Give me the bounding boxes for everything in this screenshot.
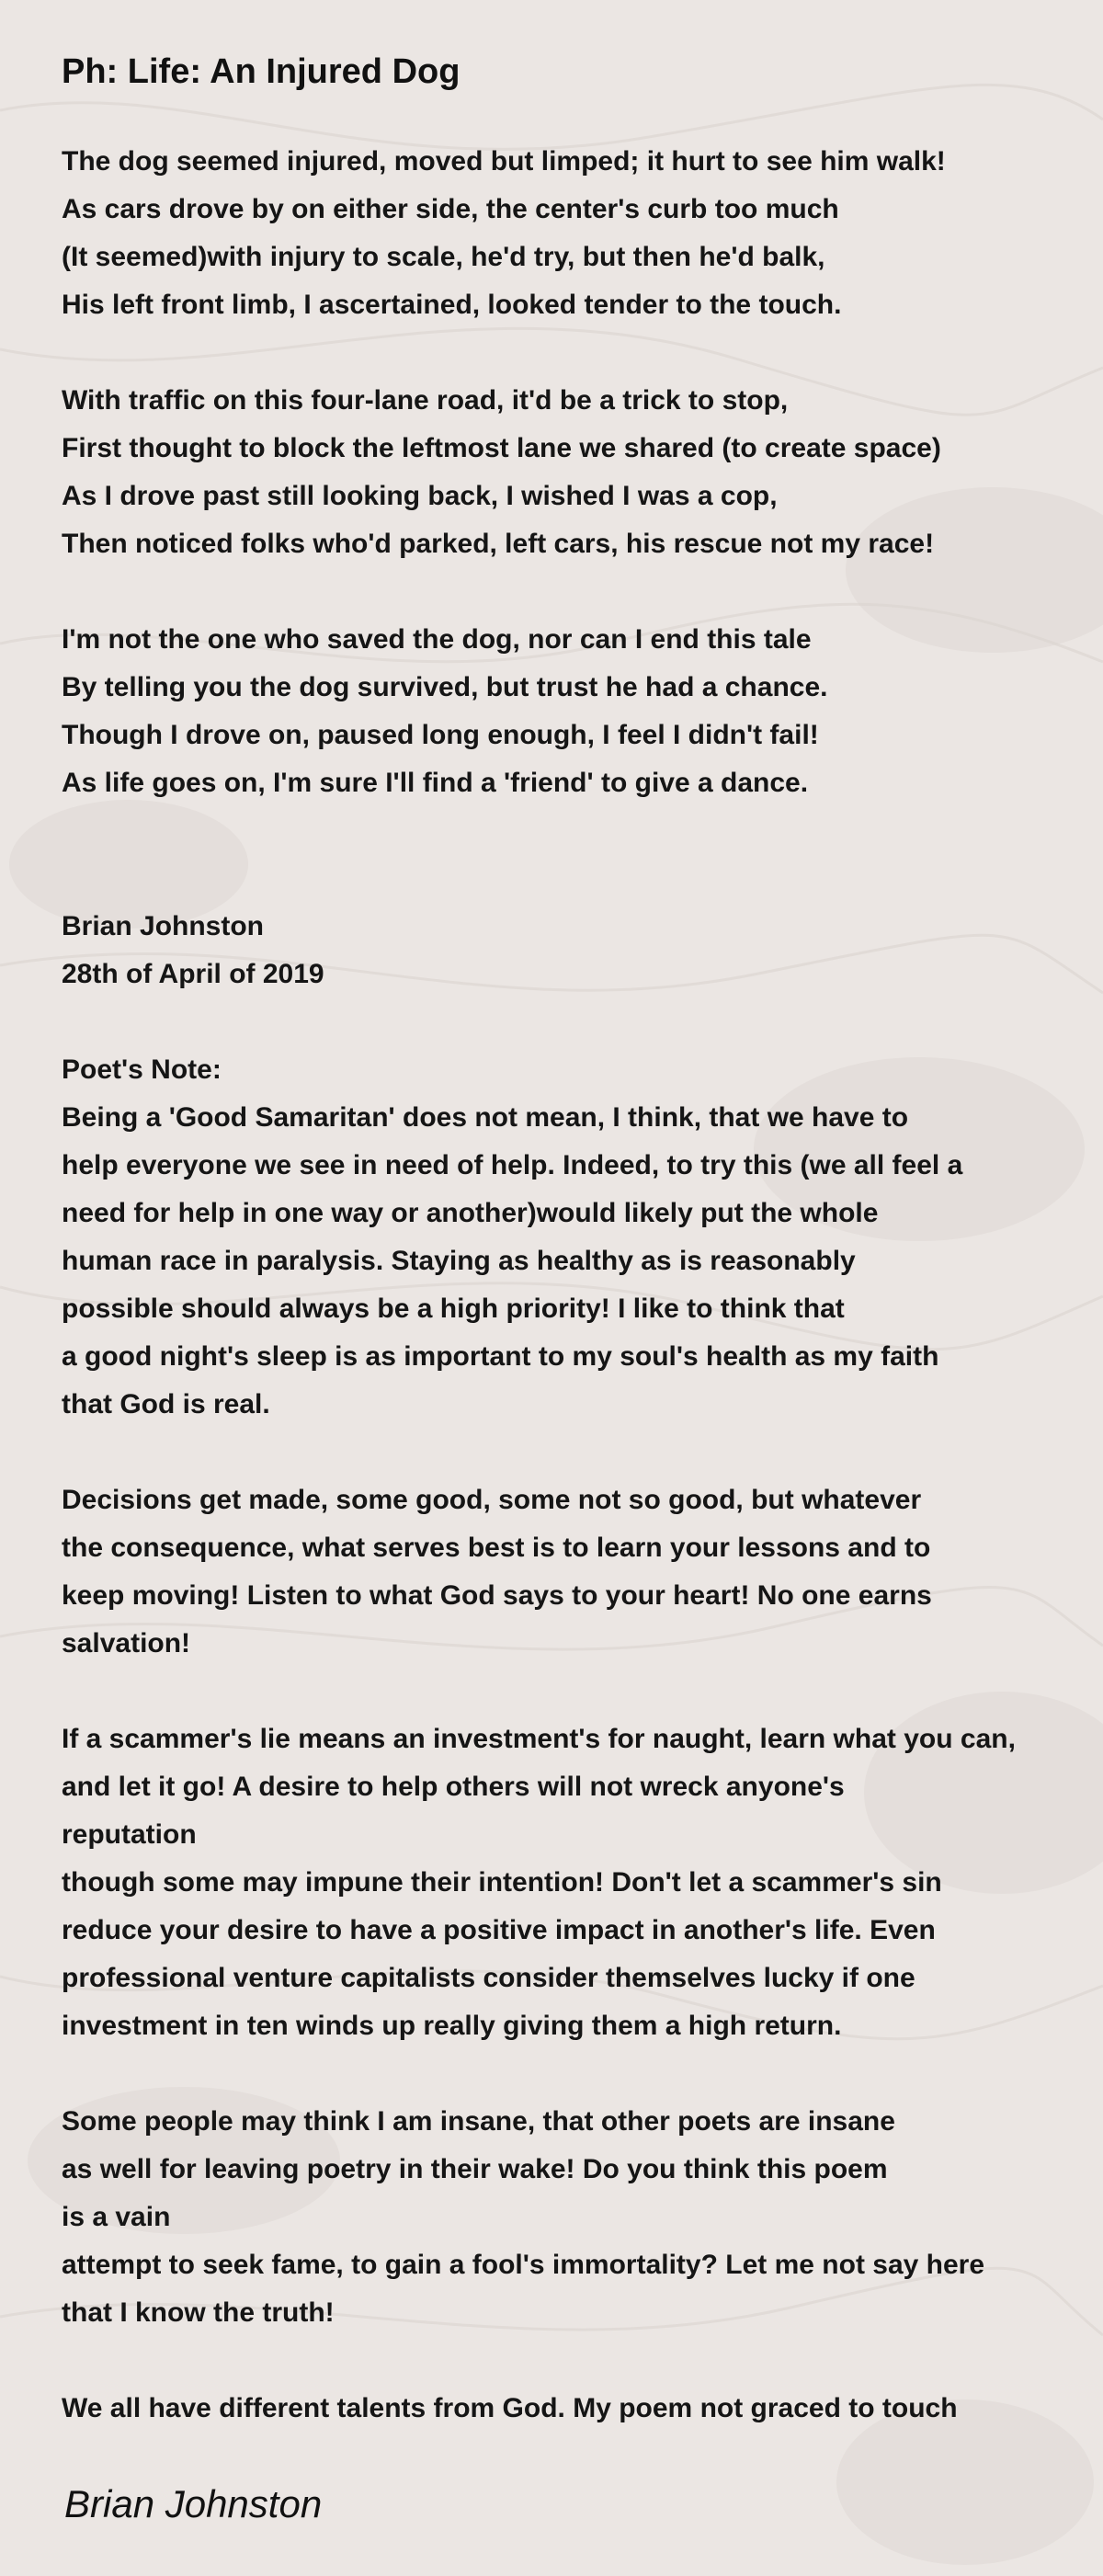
poem-body [62, 138, 1091, 2433]
text-line: that I know the truth! [62, 2297, 335, 2328]
text-line: human race in paralysis. Staying as healthy as is reasonably [62, 1246, 856, 1276]
text-line: is a vain [62, 2202, 171, 2232]
text-line: As life goes on, I'm sure I'll find a 'friend' to give a dance. [62, 768, 809, 798]
text-line: the consequence, what serves best is to learn your lessons and to [62, 1533, 931, 1563]
stanza-gap [62, 998, 1091, 1046]
text-line: keep moving! Listen to what God says to your heart! No one earns [62, 1580, 932, 1611]
text-line: investment in ten winds up really giving them a high return. [62, 2011, 842, 2041]
stanza-gap [62, 1668, 1091, 1715]
text-line: help everyone we see in need of help. Indeed, to try this (we all feel a [62, 1150, 963, 1180]
author-signature: Brian Johnston [64, 2482, 323, 2525]
text-line: reputation [62, 1819, 197, 1850]
stanza-gap [62, 1429, 1091, 1476]
stanza-gap [62, 2337, 1091, 2385]
text-line: As cars drove by on either side, the center's curb too much [62, 194, 839, 224]
text-line: As I drove past still looking back, I wished I was a cop, [62, 481, 778, 511]
text-line: If a scammer's lie means an investment's for naught, learn what you can, [62, 1724, 1016, 1754]
text-line: professional venture capitalists consider themselves lucky if one [62, 1963, 915, 1993]
stanza-gap [62, 807, 1091, 855]
text-line: With traffic on this four-lane road, it'd be a trick to stop, [62, 385, 789, 416]
text-line: First thought to block the leftmost lane we shared (to create space) [62, 433, 941, 463]
text-line: Though I drove on, paused long enough, I feel I didn't fail! [62, 720, 819, 750]
text-line: We all have different talents from God. My poem not graced to touch [62, 2393, 958, 2423]
text-line: Then noticed folks who'd parked, left cars, his rescue not my race! [62, 529, 935, 559]
stanza-gap [62, 855, 1091, 903]
text-line: Decisions get made, some good, some not so good, but whatever [62, 1485, 922, 1515]
text-line: salvation! [62, 1628, 191, 1658]
text-line: Poet's Note: [62, 1054, 222, 1085]
text-line: The dog seemed injured, moved but limped; it hurt to see him walk! [62, 146, 946, 177]
text-line: Being a 'Good Samaritan' does not mean, I think, that we have to [62, 1102, 909, 1133]
stanza-gap [62, 329, 1091, 377]
text-line: possible should always be a high priority! I like to think that [62, 1294, 845, 1324]
text-line: (It seemed)with injury to scale, he'd try, but then he'd balk, [62, 242, 825, 272]
stanza-gap [62, 568, 1091, 616]
text-line: I'm not the one who saved the dog, nor can I end this tale [62, 624, 812, 655]
stanza-gap [62, 2050, 1091, 2098]
text-line: and let it go! A desire to help others will not wreck anyone's [62, 1772, 845, 1802]
text-line: His left front limb, I ascertained, looked tender to the touch. [62, 290, 842, 320]
text-line: a good night's sleep is as important to my soul's health as my faith [62, 1341, 939, 1372]
text-line: that God is real. [62, 1389, 270, 1419]
text-line: By telling you the dog survived, but trust he had a chance. [62, 672, 828, 702]
text-line: reduce your desire to have a positive impact in another's life. Even [62, 1915, 936, 1945]
text-line: Brian Johnston [62, 911, 265, 941]
poem-title: Ph: Life: An Injured Dog [62, 52, 461, 91]
text-line: as well for leaving poetry in their wake! Do you think this poem [62, 2154, 888, 2184]
text-line: attempt to seek fame, to gain a fool's immortality? Let me not say here [62, 2250, 985, 2280]
text-line: 28th of April of 2019 [62, 959, 324, 989]
text-line: though some may impune their intention! Don't let a scammer's sin [62, 1867, 942, 1898]
text-line: need for help in one way or another)would likely put the whole [62, 1198, 879, 1228]
text-line: Some people may think I am insane, that other poets are insane [62, 2106, 895, 2137]
